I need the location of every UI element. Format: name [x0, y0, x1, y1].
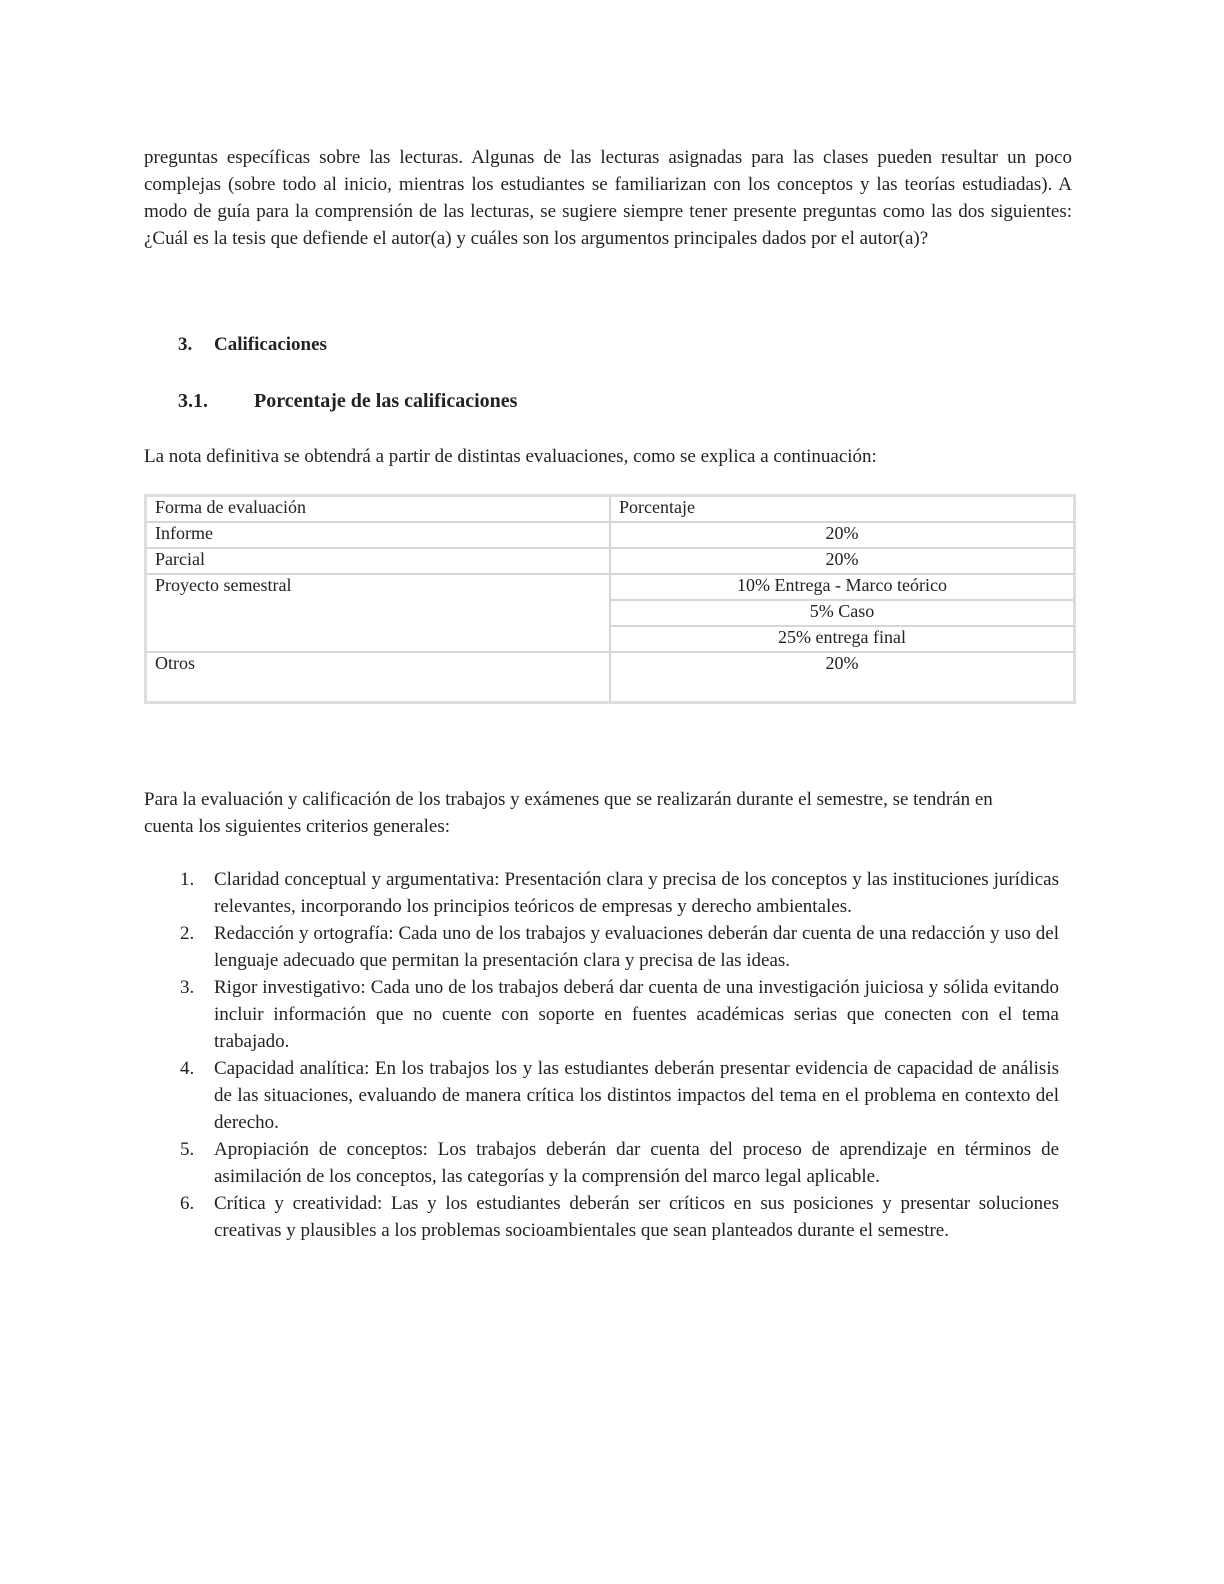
list-item: [144, 1190, 1059, 1244]
section-heading: [178, 334, 327, 356]
table-cell-label: Otros: [146, 652, 611, 703]
grading-table: [144, 494, 1076, 704]
list-marker: 2.: [180, 923, 195, 944]
list-marker: 6.: [180, 1193, 195, 1214]
list-item: [144, 920, 1059, 974]
list-item: [144, 1136, 1059, 1190]
table-cell-label: Informe: [146, 522, 611, 548]
section-number: 3.: [178, 334, 193, 355]
list-item-text: Crítica y creatividad: Las y los estudiantes deberán ser críticos en sus posiciones y presentar soluciones creativas y plausibles a los problemas socioambientales que sean planteados durante el semestre.: [214, 1193, 1059, 1241]
table-intro: La nota definitiva se obtendrá a partir de distintas evaluaciones, como se explica a continuación:: [144, 446, 877, 467]
criteria-list: [144, 866, 1059, 1244]
list-marker: 4.: [180, 1058, 195, 1079]
section-title: Calificaciones: [214, 334, 327, 355]
table-row: [146, 522, 1075, 548]
table-header-row: [146, 496, 1075, 523]
table-cell-value: 25% entrega final: [610, 626, 1075, 652]
table-cell-value: 10% Entrega - Marco teórico: [610, 574, 1075, 600]
table-row: [146, 548, 1075, 574]
table-cell-value: 20%: [610, 652, 1075, 703]
table-row: [146, 652, 1075, 703]
table-cell-label: Parcial: [146, 548, 611, 574]
table-cell-value: 20%: [610, 522, 1075, 548]
list-marker: 1.: [180, 869, 195, 890]
list-item-text: Rigor investigativo: Cada uno de los trabajos deberá dar cuenta de una investigación juiciosa y sólida evitando incluir información que no cuente con soporte en fuentes académicas serias que conecten con el tema trabajado.: [214, 977, 1059, 1052]
table-header-cell: Forma de evaluación: [146, 496, 611, 523]
table-header-cell: Porcentaje: [610, 496, 1075, 523]
list-item: [144, 866, 1059, 920]
list-item: [144, 974, 1059, 1055]
list-item: [144, 1055, 1059, 1136]
table-cell-label: Proyecto semestral: [146, 574, 611, 652]
list-item-text: Apropiación de conceptos: Los trabajos deberán dar cuenta del proceso de aprendizaje en términos de asimilación de los conceptos, las categorías y la comprensión del marco legal aplicable.: [214, 1139, 1059, 1187]
list-item-text: Claridad conceptual y argumentativa: Presentación clara y precisa de los conceptos y las instituciones jurídicas relevantes, incorporando los principios teóricos de empresas y derecho ambientales.: [214, 869, 1059, 917]
intro-paragraph: preguntas específicas sobre las lecturas. Algunas de las lecturas asignadas para las clases pueden resultar un poco complejas (sobre todo al inicio, mientras los estudiantes se familiarizan con los conceptos y las teorías estudiadas). A modo de guía para la comprensión de las lecturas, se sugiere siempre tener presente preguntas como las dos siguientes: ¿Cuál es la tesis que defiende el autor(a) y cuáles son los argumentos principales dados por el autor(a)?: [144, 147, 1072, 249]
subsection-number: 3.1.: [178, 390, 208, 412]
list-marker: 5.: [180, 1139, 195, 1160]
subsection-title: Porcentaje de las calificaciones: [254, 390, 518, 412]
table-cell-value: 20%: [610, 548, 1075, 574]
criteria-intro: Para la evaluación y calificación de los trabajos y exámenes que se realizarán durante el semestre, se tendrán en cuenta los siguientes criterios generales:: [144, 789, 993, 837]
table-row: [146, 574, 1075, 600]
table-cell-value: 5% Caso: [610, 600, 1075, 626]
list-item-text: Capacidad analítica: En los trabajos los y las estudiantes deberán presentar evidencia de capacidad de análisis de las situaciones, evaluando de manera crítica los distintos impactos del tema en el problema en contexto del derecho.: [214, 1058, 1059, 1133]
list-marker: 3.: [180, 977, 195, 998]
subsection-heading: [178, 390, 517, 413]
list-item-text: Redacción y ortografía: Cada uno de los trabajos y evaluaciones deberán dar cuenta de una redacción y uso del lenguaje adecuado que permitan la presentación clara y precisa de las ideas.: [214, 923, 1059, 971]
